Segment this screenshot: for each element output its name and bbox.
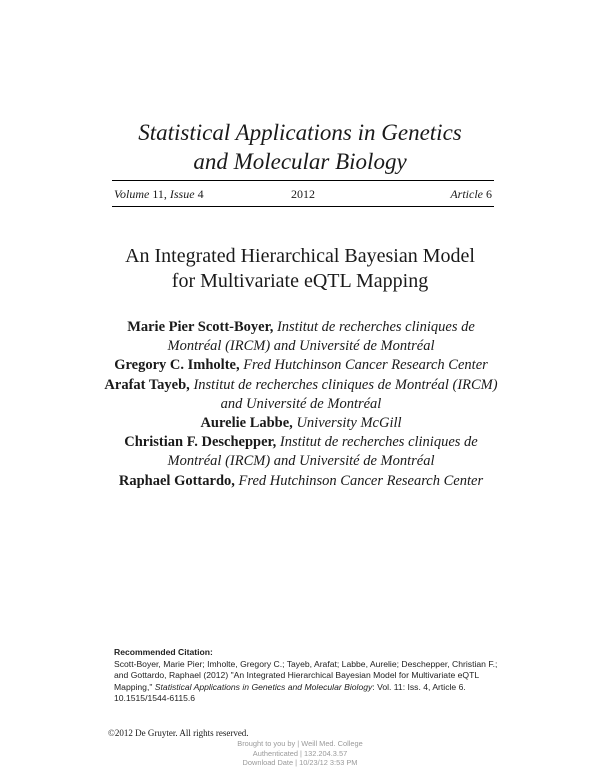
author-name: Christian F. Deschepper, <box>124 434 277 451</box>
author-affiliation: Fred Hutchinson Cancer Research Center <box>238 472 484 489</box>
journal-title-line: and Molecular Biology <box>193 149 407 174</box>
bottom-rule <box>112 206 494 207</box>
citation-doi: 10.1515/1544-6115.6 <box>114 693 196 703</box>
author-list <box>100 318 502 491</box>
article-title <box>0 244 600 294</box>
author-name: Raphael Gottardo, <box>118 472 235 489</box>
author-affiliation: Institut de recherches cliniques de Montréal (IRCM) and Université de Montréal <box>167 319 475 355</box>
author-name: Aurelie Labbe, <box>200 415 293 432</box>
author-name: Gregory C. Imholte, <box>114 357 240 374</box>
author-affiliation: Institut de recherches cliniques de Montréal (IRCM) and Université de Montréal <box>167 434 478 470</box>
citation-journal: Statistical Applications in Genetics and Molecular Biology <box>154 681 373 692</box>
author-entry <box>100 376 502 414</box>
top-rule <box>112 180 494 181</box>
article-number: Article 6 <box>450 187 492 201</box>
author-entry <box>100 318 502 356</box>
author-affiliation: Institut de recherches cliniques de Montréal (IRCM) and Université de Montréal <box>193 376 498 412</box>
download-stamp-line: Download Date | 10/23/12 3:53 PM <box>242 758 358 767</box>
article-title-line: An Integrated Hierarchical Bayesian Model <box>125 245 475 267</box>
recommended-citation <box>114 647 502 705</box>
download-stamp-line: Authenticated | 132.204.3.57 <box>252 748 348 758</box>
author-name: Marie Pier Scott-Boyer, <box>127 319 274 335</box>
article-title-line: for Multivariate eQTL Mapping <box>171 270 429 292</box>
author-affiliation: Fred Hutchinson Cancer Research Center <box>243 357 488 374</box>
author-entry <box>100 356 502 375</box>
author-entry <box>100 433 502 471</box>
volume-issue: Volume 11, Issue 4 <box>114 187 204 201</box>
author-entry <box>100 472 502 491</box>
citation-volume-info: : Vol. 11: Iss. 4, Article 6. <box>372 681 466 692</box>
copyright-notice: ©2012 De Gruyter. All rights reserved. <box>108 728 249 738</box>
download-stamp <box>200 739 400 768</box>
author-entry <box>100 414 502 433</box>
download-stamp-line: Brought to you by | Weill Med. College <box>237 739 363 748</box>
author-affiliation: University McGill <box>296 415 402 432</box>
citation-body <box>114 659 502 694</box>
author-name: Arafat Tayeb, <box>104 376 190 393</box>
citation-heading: Recommended Citation: <box>114 647 213 657</box>
journal-title-line: Statistical Applications in Genetics <box>138 120 462 145</box>
journal-title <box>0 118 600 176</box>
year: 2012 <box>291 187 315 201</box>
citation-text: Scott-Boyer, Marie Pier; Imholte, Gregory C.; Tayeb, Arafat; Labbe, Aurelie; Deschepper, Christian F.; and Gottardo, Raphael (2012) "An Integrated Hierarchical Bayesian Model for Multivariate eQTL Mapping," <box>114 658 498 692</box>
